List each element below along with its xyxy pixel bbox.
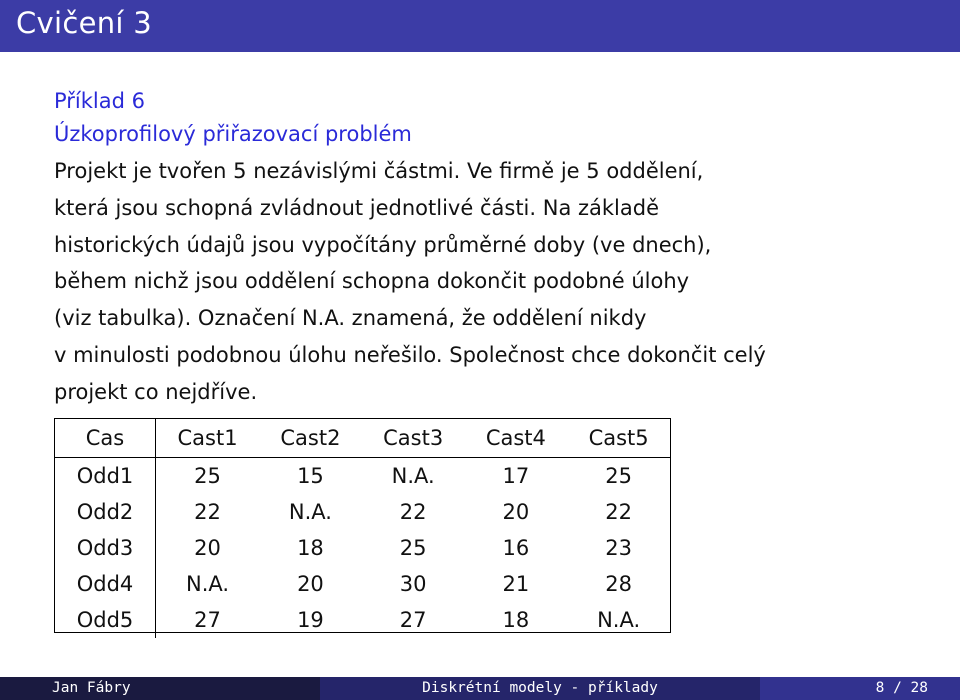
- example-subtitle: Úzkoprofilový přiřazovací problém: [54, 122, 412, 146]
- row-header: Odd5: [55, 602, 156, 638]
- table-cell: 30: [399, 571, 427, 596]
- table-cell: N.A.: [288, 499, 332, 524]
- description-line: (viz tabulka). Označení N.A. znamená, že oddělení nikdy: [54, 306, 647, 331]
- example-title: Příklad 6: [54, 89, 145, 113]
- table-cell: 17: [502, 463, 530, 488]
- table-cell: 20: [502, 499, 530, 524]
- table-cell: 28: [605, 571, 632, 596]
- footer-author: Jan Fábry: [0, 677, 320, 700]
- description-line: historických údajů jsou vypočítány průměrné doby (ve dnech),: [54, 232, 712, 257]
- table-cell: 15: [297, 463, 324, 488]
- table-cell: N.A.: [391, 463, 435, 488]
- table-cell: 22: [194, 499, 221, 524]
- table-cell: 27: [194, 607, 221, 632]
- column-header: Cast3: [362, 419, 465, 457]
- assignment-table: [54, 418, 671, 633]
- description-line: v minulosti podobnou úlohu neřešilo. Společnost chce dokončit celý: [54, 342, 766, 367]
- row-header: Odd4: [55, 566, 156, 602]
- table-cell: 25: [605, 463, 632, 488]
- table-row: [55, 530, 670, 566]
- column-header: Cast2: [259, 419, 362, 457]
- table-row: [55, 494, 670, 530]
- row-header: Odd1: [55, 457, 156, 494]
- table-cell: 27: [399, 607, 427, 632]
- table-cell: 18: [502, 607, 530, 632]
- table-cell: 20: [297, 571, 324, 596]
- column-header: Cast4: [465, 419, 568, 457]
- footer-course-title: Diskrétní modely - příklady: [320, 677, 760, 700]
- table-cell: 18: [297, 535, 324, 560]
- table-cell: 20: [194, 535, 221, 560]
- table-cell: 19: [297, 607, 324, 632]
- slide-footer: [0, 677, 960, 700]
- table-row: [55, 457, 670, 494]
- row-header: Odd3: [55, 530, 156, 566]
- description-line: projekt co nejdříve.: [54, 379, 258, 404]
- duration-table: [55, 419, 670, 638]
- table-cell: N.A.: [597, 607, 641, 632]
- description-line: během nichž jsou oddělení schopna dokončit podobné úlohy: [54, 269, 690, 294]
- table-cell: 21: [502, 571, 530, 596]
- column-header: Cast5: [567, 419, 670, 457]
- row-header: Odd2: [55, 494, 156, 530]
- table-cell: 22: [399, 499, 427, 524]
- footer-page-number: 8 / 28: [760, 677, 960, 700]
- table-cell: 23: [605, 535, 632, 560]
- column-header: Cas: [55, 419, 156, 457]
- table-row: [55, 602, 670, 638]
- table-cell: 22: [605, 499, 632, 524]
- table-cell: N.A.: [186, 571, 230, 596]
- slide-title-bar: [0, 0, 960, 52]
- table-cell: 25: [194, 463, 221, 488]
- table-row: [55, 566, 670, 602]
- problem-description: [54, 153, 914, 411]
- description-line: která jsou schopná zvládnout jednotlivé části. Na základě: [54, 195, 659, 220]
- description-line: Projekt je tvořen 5 nezávislými částmi. Ve firmě je 5 oddělení,: [54, 159, 704, 183]
- table-cell: 25: [399, 535, 427, 560]
- table-cell: 16: [502, 535, 530, 560]
- table-header-row: [55, 419, 670, 457]
- slide-title: Cvičení 3: [16, 6, 153, 40]
- column-header: Cast1: [156, 419, 260, 457]
- example-block: [54, 86, 914, 411]
